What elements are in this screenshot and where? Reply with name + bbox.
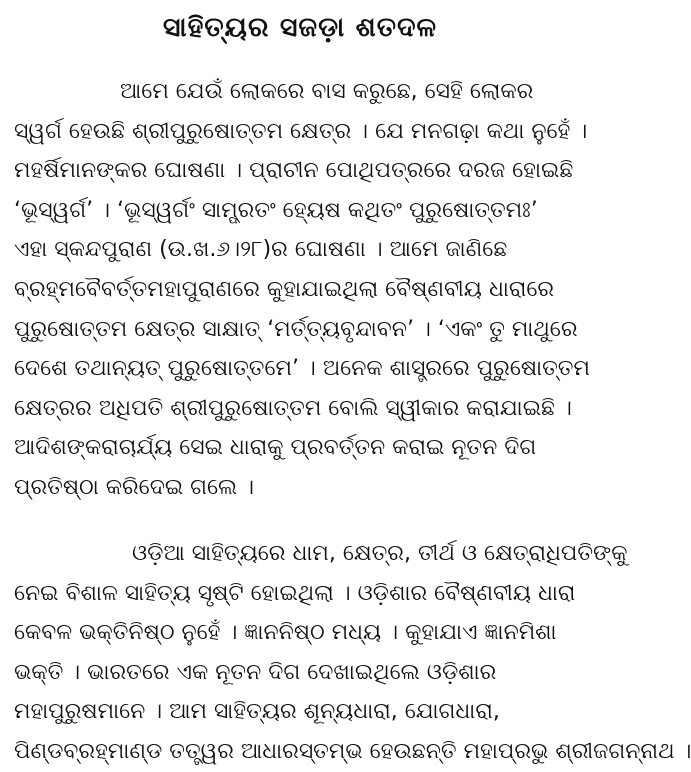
paragraph-line: ଆମେ ଯେଉଁ ଲୋକରେ ବାସ କରୁଛେ, ସେହି ଲୋକର [120, 79, 534, 104]
paragraph-line: ପୁରୁଷୋତ୍ତମ କ୍ଷେତ୍ର ସାକ୍ଷାତ୍ ‘ମର୍ତ୍ତ୍ୟବୃନ୍ଦାବନ’ । ‘ଏକଂ ତୁ ମାଥୁରେ [14, 316, 578, 342]
paragraph-line: କେବଳ ଭକ୍ତିନିଷ୍ଠ ନୁହେଁ । ଜ୍ଞାନନିଷ୍ଠ ମଧ୍ୟ । କୁହାଯାଏ ଜ୍ଞାନମିଶା [14, 620, 557, 646]
paragraph-line: ଆଦିଶଙ୍କରାଚାର୍ଯ୍ୟ ସେଇ ଧାରାକୁ ପ୍ରବର୍ତ୍ତନ କରାଇ ନୂତନ ଦିଗ [14, 435, 537, 461]
paragraph-line: ପିଣ୍ଡବ୍ରହ୍ମାଣ୍ଡ ତତ୍ତ୍ୱର ଆଧାରସ୍ତମ୍ଭ ହେଉଛନ୍ତି ମହାପ୍ରଭୁ ଶ୍ରୀଜଗନ୍ନାଥ । [14, 738, 691, 764]
paragraph-line: ନେଇ ବିଶାଳ ସାହିତ୍ୟ ସୃଷ୍ଟି ହୋଇଥିଲା । ଓଡ଼ିଶାର ବୈଷ୍ଣବୀୟ ଧାରା [14, 580, 576, 606]
paragraph-line: ପ୍ରତିଷ୍ଠା କରିଦେଇ ଗଲେ । [14, 474, 255, 500]
paragraph-line: ମହାପୁରୁଷମାନେ । ଆମ ସାହିତ୍ୟର ଶୂନ୍ୟଧାରା, ଯୋଗଧାରା, [14, 699, 500, 725]
paragraph-line: ଏହା ସ୍କନ୍ଦପୁରାଣ (ଉ.ଖ.୬।୨୮)ର ଘୋଷଣା । ଆମେ ଜାଣିଛେ [14, 237, 508, 263]
paragraph-line: ‘ଭୂସ୍ୱର୍ଗ’ । ‘ଭୂସ୍ୱର୍ଗଂ ସାମ୍ପ୍ରତଂ ହ୍ୟେଷ କଥିତଂ ପୁରୁଷୋତ୍ତମଃ’ [14, 197, 538, 223]
paragraph-line: ଭକ୍ତି । ଭାରତରେ ଏକ ନୂତନ ଦିଗ ଦେଖାଇଥିଲେ ଓଡ଼ିଶାର [14, 659, 497, 685]
paragraph-line: ମହର୍ଷିମାନଙ୍କର ଘୋଷଣା । ପ୍ରାଚୀନ ପୋଥିପତ୍ରରେ ଦରଜ ହୋଇଛି [14, 158, 574, 184]
paragraph-2 [14, 534, 691, 772]
page-title: ସାହିତ୍ୟର ସଜଡ଼ା ଶତଦଳ [162, 12, 438, 43]
paragraph-line: ବ୍ରହ୍ମବୈବର୍ତ୍ତମହାପୁରାଣରେ କୁହାଯାଇଥିଲା ବୈଷ୍ଣବୀୟ ଧାରାରେ [14, 276, 555, 302]
paragraph-1 [14, 72, 590, 508]
paragraph-line: ଓଡ଼ିଆ ସାହିତ୍ୟରେ ଧାମ, କ୍ଷେତ୍ର, ତୀର୍ଥ ଓ କ୍ଷେତ୍ରାଧିପତିଙ୍କୁ [132, 541, 628, 566]
paragraph-line: ସ୍ୱର୍ଗ ହେଉଛି ଶ୍ରୀପୁରୁଷୋତ୍ତମ କ୍ଷେତ୍ର । ଯେ ମନଗଢ଼ା କଥା ନୁହେଁ । [14, 118, 588, 144]
paragraph-line: ଦେଶେ ତଥାନ୍ୟତ୍ ପୁରୁଷୋତ୍ତମେ’ । ଅନେକ ଶାସ୍ତ୍ରରେ ପୁରୁଷୋତ୍ତମ [14, 356, 590, 382]
paragraph-line: କ୍ଷେତ୍ରର ଅଧିପତି ଶ୍ରୀପୁରୁଷୋତ୍ତମ ବୋଲି ସ୍ୱୀକାର କରାଯାଇଛି । [14, 395, 572, 421]
